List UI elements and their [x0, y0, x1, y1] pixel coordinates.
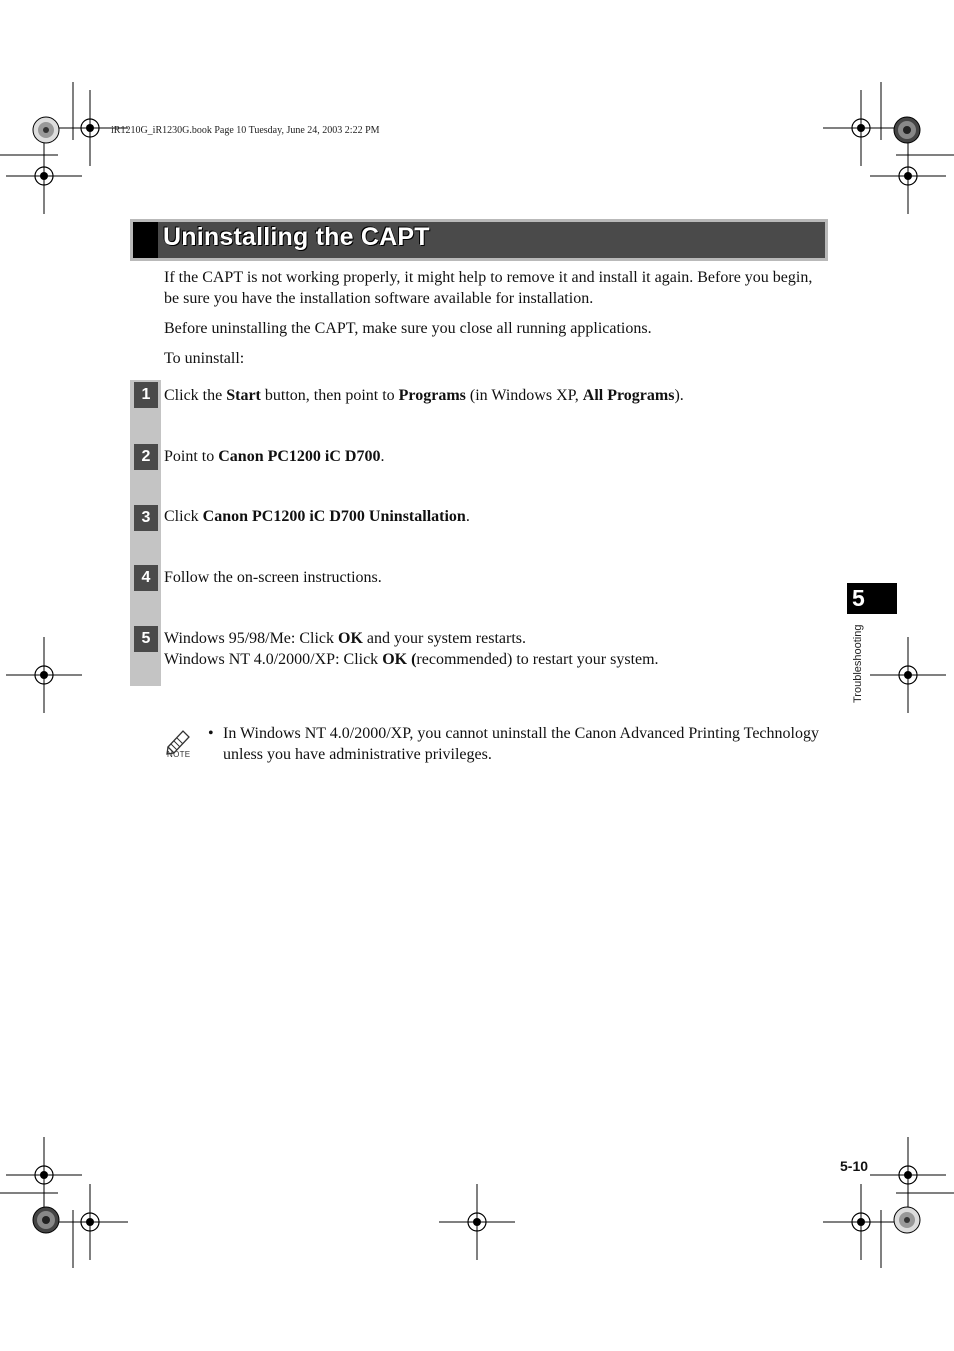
step-text — [164, 385, 829, 406]
step-run: Click the — [164, 387, 227, 404]
step-line — [164, 649, 829, 670]
intro-paragraph: Before uninstalling the CAPT, make sure you close all running applications. — [164, 320, 652, 337]
note-label: NOTE — [167, 750, 191, 759]
step-run: Windows 95/98/Me: Click — [164, 630, 339, 647]
step-number: 2 — [134, 444, 158, 470]
step-run: . — [380, 448, 385, 465]
chapter-tab — [847, 583, 897, 614]
step-run: Point to — [164, 448, 219, 465]
page-number: 5-10 — [840, 1158, 869, 1174]
step-number: 1 — [134, 382, 158, 408]
section-title: Uninstalling the CAPT — [163, 223, 430, 251]
step-text — [164, 446, 829, 467]
note-text: In Windows NT 4.0/2000/XP, you cannot uninstall the Canon Advanced Printing Technology unless you have administrative privileges. — [223, 725, 819, 763]
step-run: . — [465, 508, 470, 525]
step-emphasis: Canon PC1200 iC D700 — [218, 448, 381, 465]
step-run: Follow the on-screen instructions. — [164, 569, 382, 586]
step-run: Windows NT 4.0/2000/XP: Click — [164, 651, 383, 668]
step-emphasis: Programs — [398, 387, 466, 404]
chapter-name: Troubleshooting — [852, 624, 864, 703]
intro-paragraph: If the CAPT is not working properly, it might help to remove it and install it again. Before you begin, be sure you have the installation software available for installation. — [164, 269, 813, 307]
step-number: 4 — [134, 565, 158, 591]
step-line — [164, 628, 829, 649]
step-run: recommended) to restart your system. — [416, 651, 659, 668]
step-run: (in Windows XP, — [465, 387, 583, 404]
step-run: Click — [164, 508, 203, 525]
note-bullet: • — [208, 725, 214, 742]
step-emphasis: All Programs — [582, 387, 675, 404]
title-accent-block — [133, 222, 158, 258]
step-text — [164, 506, 829, 527]
intro-paragraph: To uninstall: — [164, 350, 245, 367]
step-number: 5 — [134, 626, 158, 652]
step-emphasis: OK ( — [382, 651, 417, 668]
step-text — [164, 567, 829, 588]
chapter-number: 5 — [852, 585, 865, 611]
step-run: button, then point to — [260, 387, 399, 404]
step-number: 3 — [134, 505, 158, 531]
print-header-meta: iR1210G_iR1230G.book Page 10 Tuesday, June 24, 2003 2:22 PM — [111, 125, 380, 136]
step-run: and your system restarts. — [362, 630, 526, 647]
step-emphasis: Start — [226, 387, 261, 404]
step-text — [164, 628, 829, 670]
step-run: ). — [674, 387, 684, 404]
step-emphasis: OK — [338, 630, 363, 647]
section-title-bar — [130, 219, 828, 261]
step-emphasis: Canon PC1200 iC D700 Uninstallation — [202, 508, 466, 525]
